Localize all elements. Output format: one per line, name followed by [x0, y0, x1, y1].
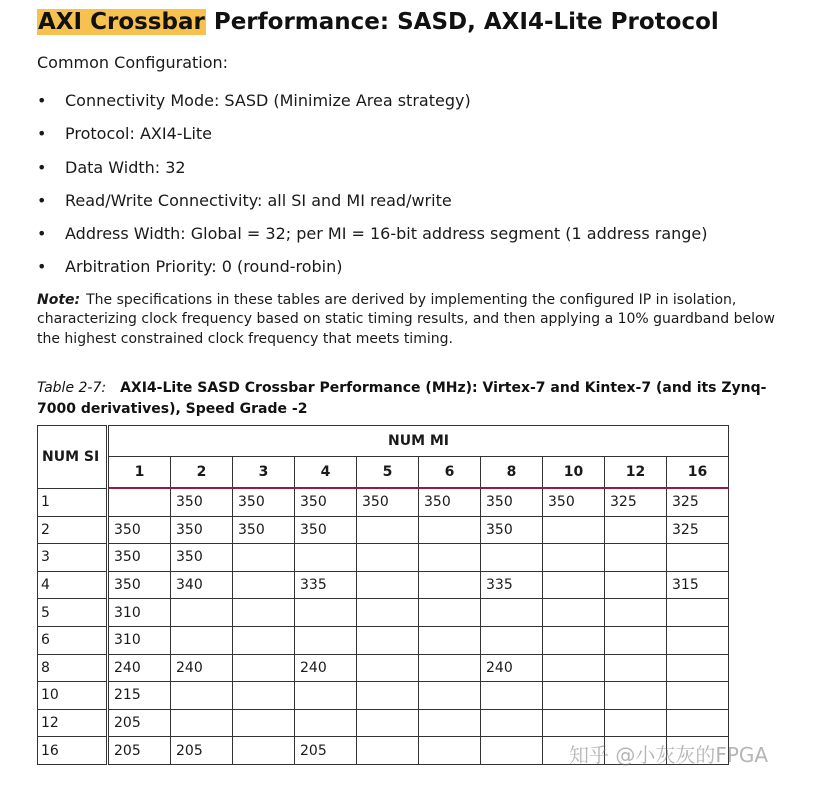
bullet-text: Connectivity Mode: SASD (Minimize Area strategy): [65, 91, 471, 110]
table-cell: 350: [108, 544, 171, 572]
table-cell: 205: [295, 737, 357, 765]
table-cell: [419, 599, 481, 627]
table-cell: [171, 626, 233, 654]
table-cell: [481, 709, 543, 737]
table-cell: 350: [108, 516, 171, 544]
table-cell: [233, 654, 295, 682]
table-caption: [37, 378, 777, 420]
table-cell: 350: [233, 488, 295, 516]
table-row: [38, 599, 729, 627]
row-header-cell: 2: [38, 516, 108, 544]
row-header-cell: 12: [38, 709, 108, 737]
table-cell: [233, 544, 295, 572]
table-cell: [419, 571, 481, 599]
table-cell: [295, 626, 357, 654]
bullet-icon: •: [37, 257, 47, 277]
table-cell: [233, 626, 295, 654]
bullet-icon: •: [37, 224, 47, 244]
column-header: 12: [605, 457, 667, 489]
table-cell: [419, 516, 481, 544]
table-cell: [667, 544, 729, 572]
performance-table: [37, 425, 729, 765]
table-cell: [419, 544, 481, 572]
table-cell: [481, 626, 543, 654]
table-cell: [357, 626, 419, 654]
page-title: [37, 6, 719, 38]
table-cell: 240: [295, 654, 357, 682]
table-cell: 350: [171, 516, 233, 544]
note-text: The specifications in these tables are derived by implementing the configured IP in isolation, characterizing clock frequency based on static timing results, and then applying a 10% guardband below the highest constrained clock frequency that meets timing.: [37, 292, 775, 347]
table-cell: 310: [108, 626, 171, 654]
bullet-icon: •: [37, 91, 47, 110]
bullet-icon: •: [37, 157, 47, 177]
title-highlight: AXI Crossbar: [38, 9, 205, 35]
table-cell: [295, 599, 357, 627]
table-cell: [171, 682, 233, 710]
table-cell: [481, 599, 543, 627]
table-cell: [605, 709, 667, 737]
table-row: [38, 571, 729, 599]
table-caption-text: AXI4-Lite SASD Crossbar Performance (MHz): Virtex-7 and Kintex-7 (and its Zynq-7000 derivatives), Speed Grade -2: [37, 380, 767, 417]
table-cell: 350: [481, 516, 543, 544]
table-cell: [108, 488, 171, 516]
row-header-cell: 8: [38, 654, 108, 682]
table-cell: [605, 682, 667, 710]
table-cell: [419, 626, 481, 654]
table-cell: [357, 599, 419, 627]
table-cell: [233, 571, 295, 599]
row-header-cell: 4: [38, 571, 108, 599]
column-header: 16: [667, 457, 729, 489]
column-header: 4: [295, 457, 357, 489]
table-cell: [543, 571, 605, 599]
table-cell: 205: [171, 737, 233, 765]
table-cell: [667, 626, 729, 654]
table-cell: 315: [667, 571, 729, 599]
bullet-text: Address Width: Global = 32; per MI = 16-bit address segment (1 address range): [65, 224, 708, 244]
table-row: [38, 516, 729, 544]
table-row: [38, 626, 729, 654]
table-row: [38, 682, 729, 710]
table-cell: [481, 544, 543, 572]
table-cell: [667, 599, 729, 627]
bullet-text: Arbitration Priority: 0 (round-robin): [65, 257, 343, 277]
bullet-icon: •: [37, 190, 47, 210]
column-header: 3: [233, 457, 295, 489]
table-cell: 215: [108, 682, 171, 710]
table-cell: 350: [419, 488, 481, 516]
table-cell: 325: [667, 488, 729, 516]
table-cell: [667, 709, 729, 737]
table-cell: [357, 709, 419, 737]
table-cell: [357, 737, 419, 765]
title-rest: Performance: SASD, AXI4-Lite Protocol: [205, 9, 719, 35]
table-cell: 350: [295, 516, 357, 544]
column-header: 1: [108, 457, 171, 489]
column-header: 10: [543, 457, 605, 489]
column-header: 8: [481, 457, 543, 489]
table-cell: [357, 544, 419, 572]
row-header-cell: 6: [38, 626, 108, 654]
table-cell: 350: [543, 488, 605, 516]
table-cell: 350: [481, 488, 543, 516]
table-cell: 350: [171, 488, 233, 516]
table-cell: [171, 599, 233, 627]
table-cell: [605, 599, 667, 627]
table-cell: [419, 654, 481, 682]
table-cell: [295, 709, 357, 737]
table-cell: [481, 682, 543, 710]
table-cell: [357, 654, 419, 682]
table-cell: [605, 654, 667, 682]
table-cell: [233, 682, 295, 710]
table-cell: [667, 682, 729, 710]
row-header-cell: 10: [38, 682, 108, 710]
table-cell: 350: [108, 571, 171, 599]
table-number: Table 2-7:: [37, 380, 107, 396]
table-row: [38, 654, 729, 682]
table-cell: [295, 544, 357, 572]
table-cell: 205: [108, 709, 171, 737]
bullet-icon: •: [37, 124, 47, 144]
list-item: [37, 191, 708, 224]
row-header-cell: 16: [38, 737, 108, 765]
table-cell: [667, 654, 729, 682]
col-group-header-num-mi: NUM MI: [108, 426, 729, 457]
table-cell: 335: [295, 571, 357, 599]
table-cell: 325: [605, 488, 667, 516]
table-row: [38, 544, 729, 572]
table-cell: 240: [171, 654, 233, 682]
table-cell: [605, 544, 667, 572]
table-cell: [357, 516, 419, 544]
list-item: [37, 124, 708, 157]
table-cell: 240: [481, 654, 543, 682]
row-header-cell: 1: [38, 488, 108, 516]
table-cell: [605, 516, 667, 544]
table-cell: [233, 599, 295, 627]
table-cell: [543, 682, 605, 710]
table-row: [38, 488, 729, 516]
list-item: [37, 158, 708, 191]
list-item: [37, 257, 708, 290]
row-header-cell: 3: [38, 544, 108, 572]
table-cell: 205: [108, 737, 171, 765]
table-cell: [295, 682, 357, 710]
table-cell: [357, 682, 419, 710]
row-header-num-si: NUM SI: [38, 426, 108, 489]
bullet-text: Protocol: AXI4-Lite: [65, 124, 213, 144]
table-cell: [543, 654, 605, 682]
bullet-text: Data Width: 32: [65, 157, 186, 177]
table-cell: [233, 737, 295, 765]
table-cell: [543, 599, 605, 627]
table-cell: 350: [357, 488, 419, 516]
table-row: [38, 709, 729, 737]
column-header: 5: [357, 457, 419, 489]
table-cell: 325: [667, 516, 729, 544]
column-header: 2: [171, 457, 233, 489]
watermark: 知乎 @小灰灰的FPGA: [569, 743, 769, 767]
list-item: [37, 91, 708, 124]
table-cell: 350: [295, 488, 357, 516]
table-cell: [543, 709, 605, 737]
table-cell: 335: [481, 571, 543, 599]
table-cell: [481, 737, 543, 765]
config-bullet-list: [37, 91, 708, 291]
table-cell: [233, 709, 295, 737]
table-cell: 340: [171, 571, 233, 599]
note-paragraph: [37, 291, 782, 349]
table-cell: [357, 571, 419, 599]
row-header-cell: 5: [38, 599, 108, 627]
table-cell: 350: [233, 516, 295, 544]
table-cell: [419, 737, 481, 765]
table-cell: [605, 571, 667, 599]
table-cell: 310: [108, 599, 171, 627]
table-cell: [605, 626, 667, 654]
column-header: 6: [419, 457, 481, 489]
common-config-label: Common Configuration:: [37, 53, 229, 72]
note-label: Note:: [37, 292, 81, 308]
table-cell: 240: [108, 654, 171, 682]
table-cell: [543, 626, 605, 654]
table-cell: 350: [171, 544, 233, 572]
table-cell: [543, 516, 605, 544]
table-cell: [171, 709, 233, 737]
table-cell: [419, 682, 481, 710]
table-cell: [419, 709, 481, 737]
bullet-text: Read/Write Connectivity: all SI and MI read/write: [65, 190, 452, 210]
table-cell: [543, 544, 605, 572]
list-item: [37, 224, 708, 257]
